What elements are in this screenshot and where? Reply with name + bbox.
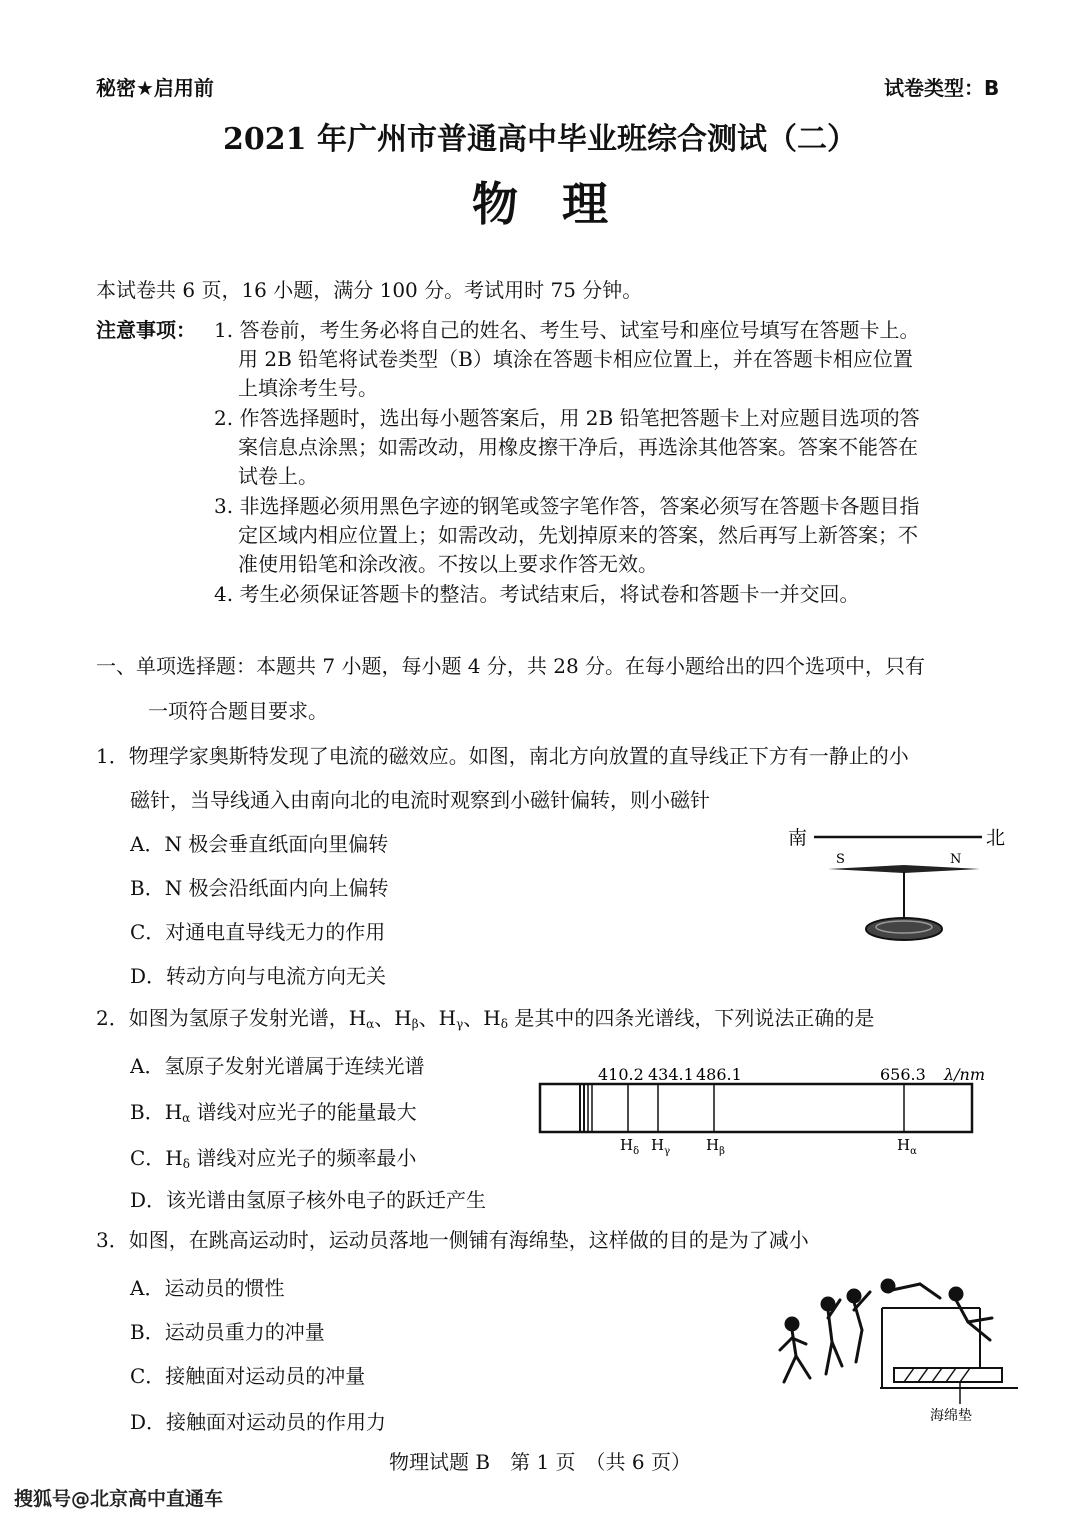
q2-label-h-alpha: $H_\alpha$	[897, 1136, 917, 1157]
q2-label-h-gamma: $H_\gamma$	[651, 1136, 671, 1157]
q2-label-h-delta: $H_\delta$	[620, 1136, 640, 1157]
note-3-line-3: 准使用铅笔和涂改液。不按以上要求作答无效。	[238, 552, 658, 576]
notes-label: 注意事项：	[96, 318, 196, 342]
q1-stem-line-2: 磁针，当导线通入由南向北的电流时观察到小磁针偏转，则小磁针	[130, 788, 710, 812]
q3-sponge-mat-label: 海绵垫	[930, 1408, 972, 1424]
q2-wavelength-410: 410.2	[598, 1065, 644, 1084]
q3-athlete-run	[780, 1318, 810, 1382]
note-3-line-2: 定区域内相应位置上；如需改动，先划掉原来的答案，然后再写上新答案；不	[238, 523, 918, 547]
q2-spectrum-box	[540, 1084, 972, 1132]
q2-option-c: C．$H_\delta$ 谱线对应光子的频率最小	[130, 1146, 417, 1171]
q1-pole-n-label: N	[950, 852, 962, 867]
q1-stem-line-1: 1．物理学家奥斯特发现了电流的磁效应。如图，南北方向放置的直导线正下方有一静止的小	[96, 744, 909, 768]
q1-option-a: A．N 极会垂直纸面向里偏转	[130, 832, 389, 856]
watermark: 搜狐号@北京高中直通车	[14, 1488, 224, 1510]
note-2-line-2: 案信息点涂黑；如需改动，用橡皮擦干净后，再选涂其他答案。答案不能答在	[238, 435, 918, 459]
q2-option-d: D．该光谱由氢原子核外电子的跃迁产生	[130, 1188, 487, 1212]
note-1-line-2: 用 2B 铅笔将试卷类型（B）填涂在答题卡相应位置上，并在答题卡相应位置	[238, 347, 913, 371]
q3-option-a: A．运动员的惯性	[130, 1276, 285, 1300]
note-4-line-1: 4. 考生必须保证答题卡的整洁。考试结束后，将试卷和答题卡一并交回。	[214, 582, 860, 606]
q1-option-d: D．转动方向与电流方向无关	[130, 964, 387, 988]
q1-south-label: 南	[788, 827, 808, 849]
q2-unit-label: λ/nm	[944, 1065, 986, 1084]
subject-title: 物理	[472, 177, 652, 231]
q3-athlete-takeoff	[822, 1290, 870, 1374]
q2-label-h-beta: $H_\beta$	[706, 1136, 725, 1157]
exam-title: 2021 年广州市普通高中毕业班综合测试（二）	[223, 122, 857, 157]
q1-option-c: C．对通电直导线无力的作用	[130, 920, 386, 944]
exam-info: 本试卷共 6 页，16 小题，满分 100 分。考试用时 75 分钟。	[96, 278, 643, 302]
note-2-line-1: 2. 作答选择题时，选出每小题答案后，用 2B 铅笔把答题卡上对应题目选项的答	[214, 406, 920, 430]
note-1-line-1: 1. 答卷前，考生务必将自己的姓名、考生号、试室号和座位号填写在答题卡上。	[214, 318, 920, 342]
q1-pole-s-label: S	[836, 852, 845, 867]
paper-type-label: 试卷类型：B	[884, 76, 1000, 100]
q3-option-c: C．接触面对运动员的冲量	[130, 1364, 366, 1388]
q3-athlete-flight	[882, 1280, 992, 1340]
q3-option-b: B．运动员重力的冲量	[130, 1320, 325, 1344]
q1-option-b: B．N 极会沿纸面内向上偏转	[130, 876, 389, 900]
secret-label: 秘密★启用前	[96, 76, 214, 100]
q3-high-jump-figure	[770, 1270, 1020, 1430]
q2-stem: 2．如图为氢原子发射光谱，$H_\alpha$、$H_\beta$、$H_\gamma$、$H_\delta$ 是其中的四条光谱线，下列说法正确的是	[96, 1006, 875, 1031]
q2-option-b: B．$H_\alpha$ 谱线对应光子的能量最大	[130, 1100, 417, 1125]
q2-wavelength-486: 486.1	[696, 1065, 742, 1084]
q2-option-a: A．氢原子发射光谱属于连续光谱	[130, 1054, 425, 1078]
page-footer: 物理试题 B 第 1 页 （共 6 页）	[389, 1450, 691, 1474]
q2-spectrum-figure	[536, 1058, 1006, 1162]
section1-heading-cont: 一项符合题目要求。	[148, 699, 328, 723]
q1-compass-figure	[780, 822, 1020, 952]
q1-north-label: 北	[986, 827, 1006, 849]
note-2-line-3: 试卷上。	[238, 464, 318, 488]
note-3-line-1: 3. 非选择题必须用黑色字迹的钢笔或签字笔作答，答案必须写在答题卡各题目指	[214, 494, 920, 518]
q3-stem: 3．如图，在跳高运动时，运动员落地一侧铺有海绵垫，这样做的目的是为了减小	[96, 1228, 809, 1252]
section1-heading: 一、单项选择题：本题共 7 小题，每小题 4 分，共 28 分。在每小题给出的四个选项中，只有	[96, 654, 926, 678]
q2-wavelength-434: 434.1	[648, 1065, 694, 1084]
q3-option-d: D．接触面对运动员的作用力	[130, 1410, 387, 1434]
q2-wavelength-656: 656.3	[880, 1065, 926, 1084]
note-1-line-3: 上填涂考生号。	[238, 376, 378, 400]
